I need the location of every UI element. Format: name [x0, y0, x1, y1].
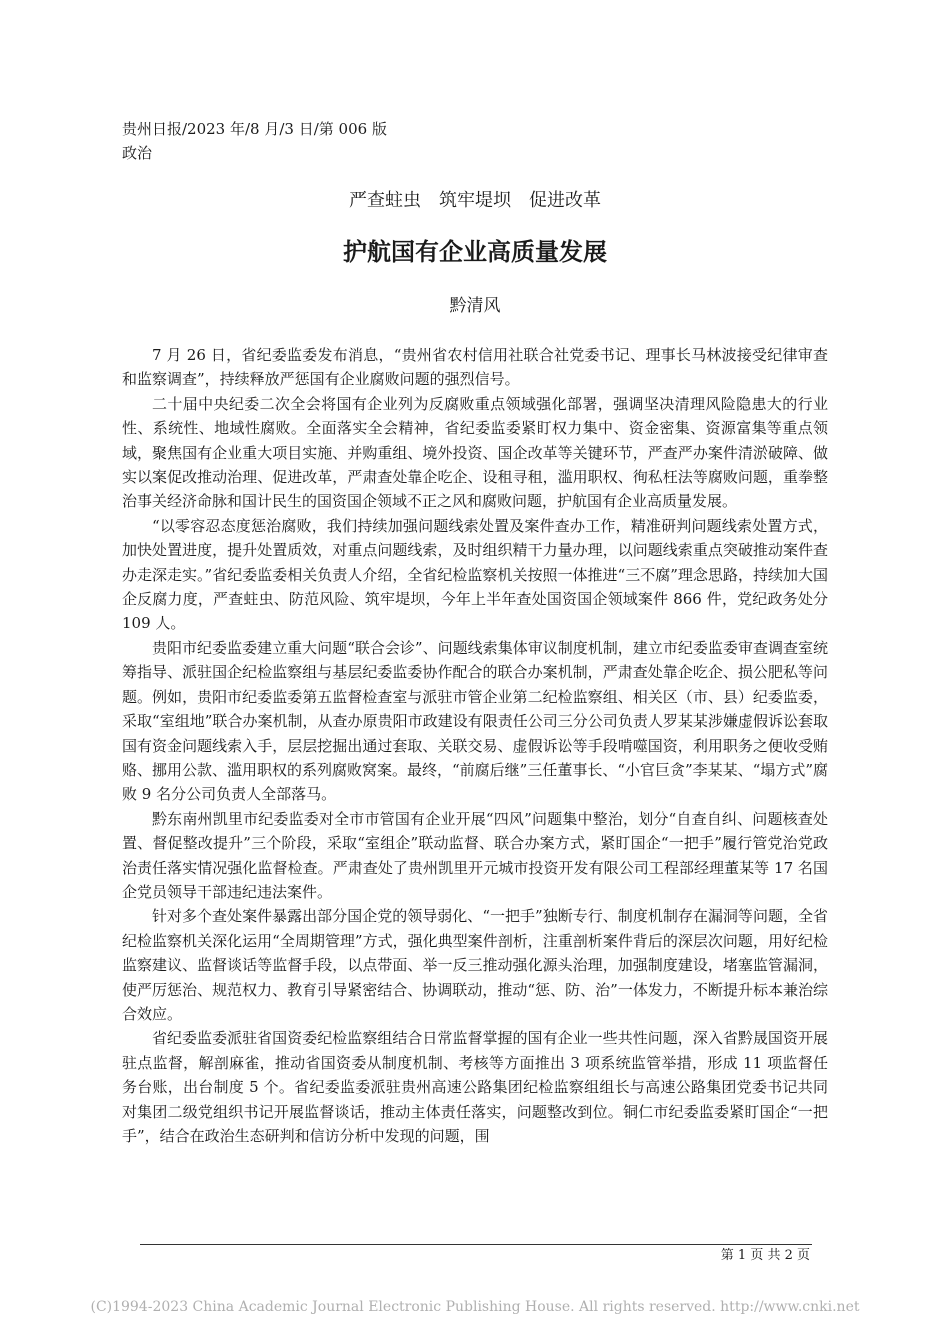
paragraph: “以零容忍态度惩治腐败，我们持续加强问题线索处置及案件查办工作，精准研判问题线索处置方式，加快处置进度，提升处置质效，对重点问题线索，及时组织精干力量办理，以问题线索重点突破推动案件查办走深走实。”省纪委监委相关负责人介绍，全省纪检监察机关按照一体推进“三不腐”理念思路，持续加大国企反腐力度，严查蛀虫、防范风险、筑牢堤坝，今年上半年查处国资国企领域案件 866 件，党纪政务处分 109 人。 — [122, 516, 828, 633]
paragraph: 省纪委监委派驻省国资委纪检监察组结合日常监督掌握的国有企业一些共性问题，深入省黔晟国资开展驻点监督，解剖麻雀，推动省国资委从制度机制、考核等方面推出 3 项系统监管举措，形成 11 项监督任务台账，出台制度 5 个。省纪委监委派驻贵州高速公路集团纪检监察组组长与高速公路集团党委书记共同对集团二级党组织书记开展监督谈话，推动主体责任落实，问题整改到位。铜仁市纪委监委紧盯国企“一把手”，结合在政治生态研判和信访分析中发现的问题，围 — [122, 1029, 828, 1145]
footer-divider — [140, 1244, 812, 1245]
article-body — [122, 343, 828, 1148]
paragraph: 贵阳市纪委监委建立重大问题“联合会诊”、问题线索集体审议制度机制，建立市纪委监委审查调查室统筹指导、派驻国企纪检监察组与基层纪委监委协作配合的联合办案机制，严肃查处靠企吃企、损公肥私等问题。例如，贵阳市纪委监委第五监督检查室与派驻市管企业第二纪检监察组、相关区（市、县）纪委监委，采取“室组地”联合办案机制，从查办原贵阳市政建设有限责任公司三分公司负责人罗某某涉嫌虚假诉讼套取国有资金问题线索入手，层层挖掘出通过套取、关联交易、虚假诉讼等手段啃噬国资，利用职务之便收受贿赂、挪用公款、滥用职权的系列腐败窝案。最终，“前腐后继”三任董事长、“小官巨贪”李某某、“塌方式”腐败 9 名分公司负责人全部落马。 — [122, 638, 829, 804]
paragraph: 黔东南州凯里市纪委监委对全市市管国有企业开展“四风”问题集中整治，划分“自查自纠、问题核查处置、督促整改提升”三个阶段，采取“室组企”联动监督、联合办案方式，紧盯国企“一把手”履行管党治党政治责任落实情况强化监督检查。严肃查处了贵州凯里开元城市投资开发有限公司工程部经理董某等 17 名国企党员领导干部违纪违法案件。 — [122, 809, 828, 901]
page-number: 第 1 页 共 2 页 — [720, 1248, 810, 1263]
copyright-watermark: (C)1994-2023 China Academic Journal Electronic Publishing House. All rights reserved. http://www.cnki.net — [90, 1299, 860, 1315]
article-subtitle: 严查蛀虫 筑牢堤坝 促进改革 — [349, 190, 601, 211]
publication-source: 贵州日报/2023 年/8 月/3 日/第 006 版 — [122, 120, 387, 138]
paragraph: 7 月 26 日，省纪委监委发布消息，“贵州省农村信用社联合社党委书记、理事长马林波接受纪律审查和监察调查”，持续释放严惩国有企业腐败问题的强烈信号。 — [122, 346, 828, 389]
paragraph: 针对多个查处案件暴露出部分国企党的领导弱化、“一把手”独断专行、制度机制存在漏洞等问题，全省纪检监察机关深化运用“全周期管理”方式，强化典型案件剖析，注重剖析案件背后的深层次问题，用好纪检监察建议、监督谈话等监督手段，以点带面、举一反三推动强化源头治理，加强制度建设，堵塞监管漏洞，使严厉惩治、规范权力、教育引导紧密结合、协调联动，推动“惩、防、治”一体发力，不断提升标本兼治综合效应。 — [122, 907, 828, 1023]
paragraph: 二十届中央纪委二次全会将国有企业列为反腐败重点领域强化部署，强调坚决清理风险隐患大的行业性、系统性、地域性腐败。全面落实全会精神，省纪委监委紧盯权力集中、资金密集、资源富集等重点领域，聚焦国有企业重大项目实施、并购重组、境外投资、国企改革等关键环节，严查严办案件清淤破障、做实以案促改推动治理、促进改革，严肃查处靠企吃企、设租寻租，滥用职权、徇私枉法等腐败问题，重拳整治事关经济命脉和国计民生的国资国企领域不正之风和腐败问题，护航国有企业高质量发展。 — [122, 394, 828, 511]
article-author: 黔清风 — [449, 296, 501, 316]
article-title: 护航国有企业高质量发展 — [343, 238, 607, 266]
section-label: 政治 — [122, 144, 153, 162]
